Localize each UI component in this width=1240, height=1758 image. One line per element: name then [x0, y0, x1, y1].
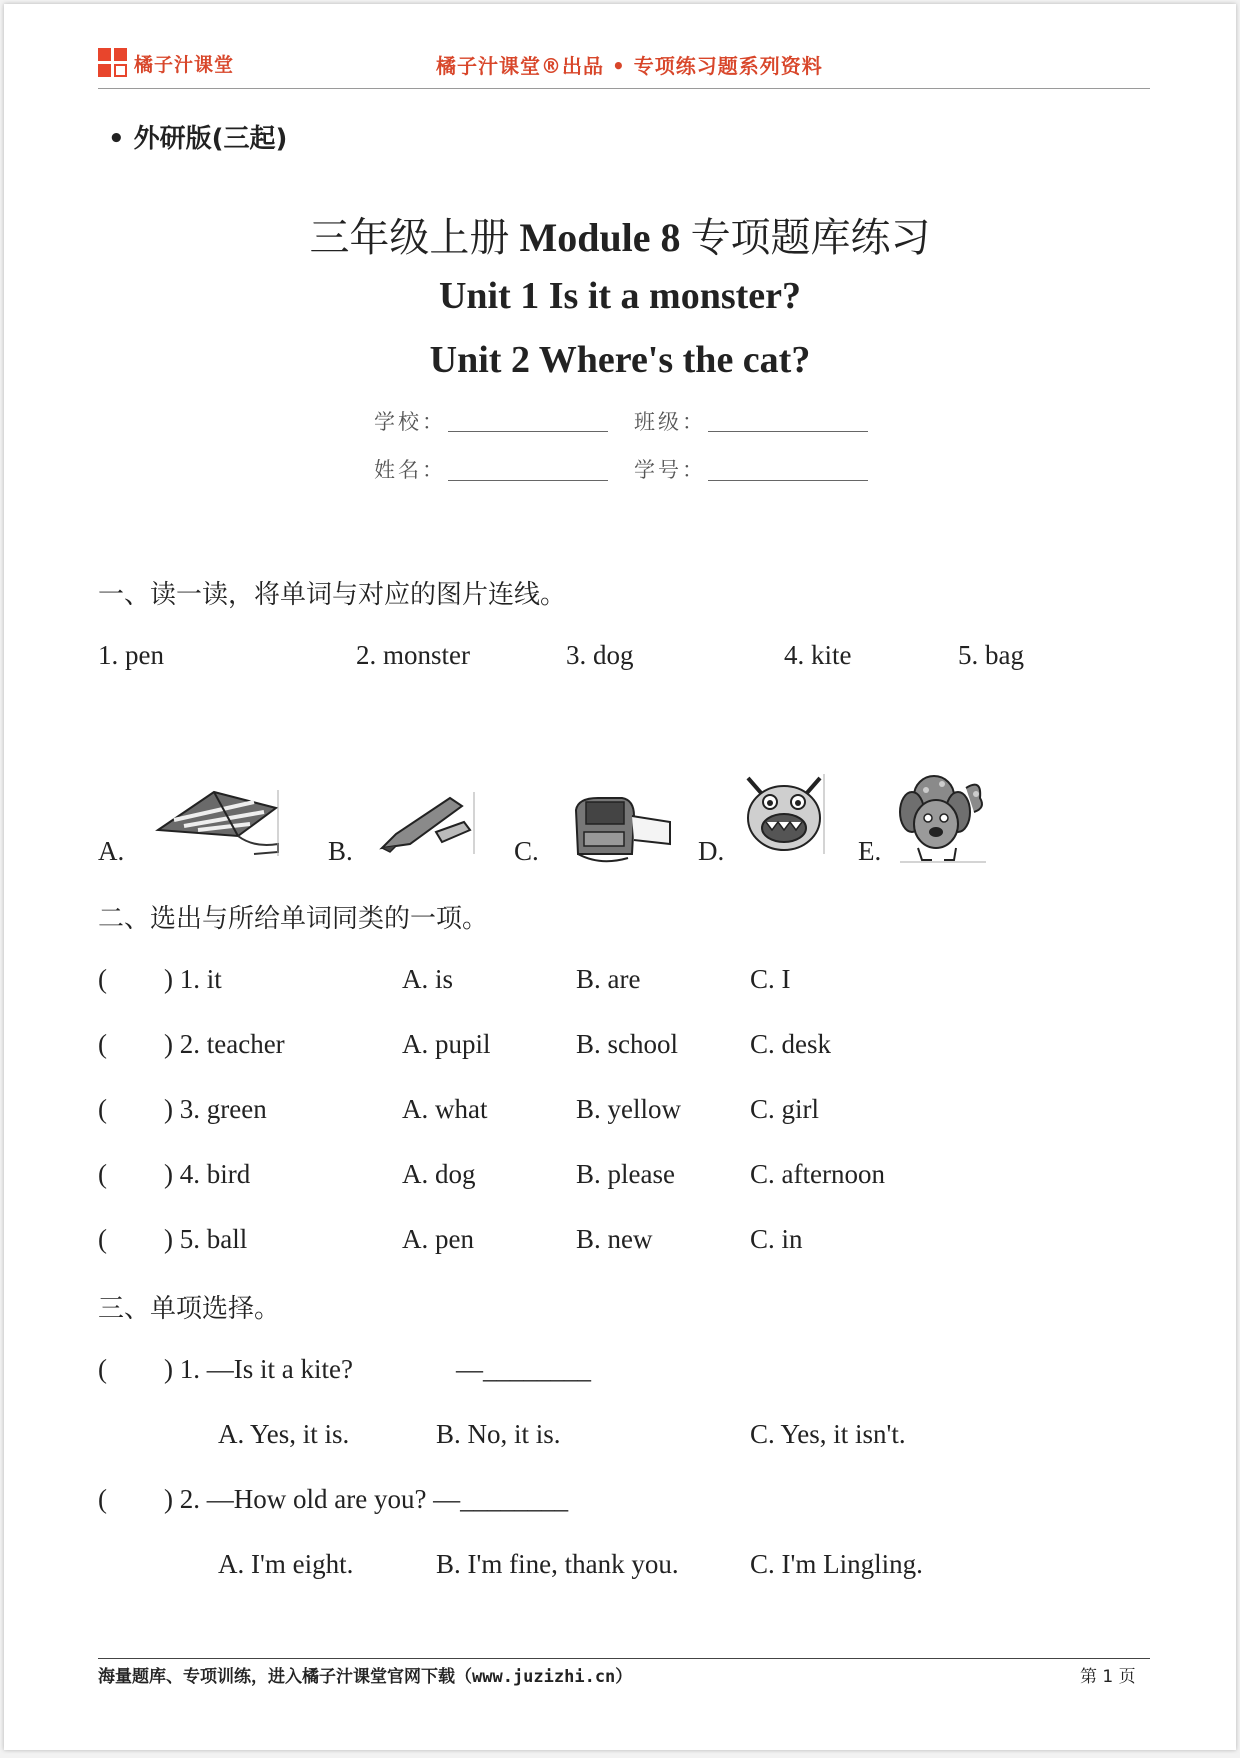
answer-paren[interactable]: (: [98, 1484, 107, 1514]
answer-paren[interactable]: (: [98, 1159, 107, 1189]
unit2-title: Unit 2 Where's the cat?: [429, 339, 811, 381]
option-b: B. No, it is.: [436, 1419, 561, 1449]
brand-name: 橘子汁课堂: [134, 53, 235, 76]
option-c: C. desk: [750, 1029, 831, 1059]
answer-paren[interactable]: (: [98, 1029, 107, 1059]
word-item: 5. bag: [958, 640, 1024, 670]
option-c: C. afternoon: [750, 1159, 885, 1189]
option-b: B. yellow: [576, 1094, 681, 1124]
section1-heading: 一、读一读，将单词与对应的图片连线。: [98, 580, 567, 610]
answer-paren[interactable]: (: [98, 964, 107, 994]
question-text: ) 2. —How old are you? —________: [164, 1484, 569, 1514]
question-text: ) 3. green: [164, 1094, 267, 1124]
option-b: B. are: [576, 964, 641, 994]
kite-picture: [154, 786, 284, 858]
option-b: B. school: [576, 1029, 679, 1059]
question-text: ) 5. ball: [164, 1224, 248, 1254]
footer-text: 海量题库、专项训练，进入橘子汁课堂官网下载（www.juzizhi.cn）: [98, 1667, 633, 1687]
option-a: A. dog: [402, 1159, 476, 1189]
monster-picture: [742, 772, 826, 856]
pen-picture: [376, 788, 476, 858]
option-a: A. is: [402, 964, 454, 994]
answer-blank: —________: [456, 1354, 591, 1384]
page-title: [4, 206, 1236, 263]
title-module: Module 8: [519, 215, 681, 260]
section3-heading: 三、单项选择。: [98, 1294, 281, 1324]
edition-label: • 外研版(三起): [108, 124, 288, 154]
logo-icon: [98, 48, 128, 78]
option-c: C. I'm Lingling.: [750, 1549, 923, 1579]
school-field[interactable]: [448, 431, 608, 432]
picture-label-a: A.: [98, 836, 125, 866]
word-item: 4. kite: [784, 640, 852, 670]
school-label: 学校：: [374, 410, 446, 434]
picture-label-d: D.: [698, 836, 725, 866]
option-c: C. I: [750, 964, 791, 994]
option-c: C. in: [750, 1224, 803, 1254]
title-suffix: 专项题库练习: [690, 215, 931, 260]
option-c: C. Yes, it isn't.: [750, 1419, 906, 1449]
question-text: ) 4. bird: [164, 1159, 251, 1189]
brand: [98, 48, 234, 78]
name-field[interactable]: [448, 480, 608, 481]
question-text: ) 2. teacher: [164, 1029, 285, 1059]
option-b: B. I'm fine, thank you.: [436, 1549, 679, 1579]
option-a: A. Yes, it is.: [218, 1419, 350, 1449]
class-field[interactable]: [708, 431, 868, 432]
word-item: 1. pen: [98, 640, 164, 670]
footer-divider: [98, 1658, 1150, 1659]
answer-paren[interactable]: (: [98, 1354, 107, 1384]
option-b: B. new: [576, 1224, 653, 1254]
option-a: A. I'm eight.: [218, 1549, 354, 1579]
header-title: 橘子汁课堂®出品 • 专项练习题系列资料: [436, 54, 823, 78]
page-number: 第 1 页: [1080, 1667, 1136, 1687]
dog-picture: [896, 768, 988, 864]
option-a: A. what: [402, 1094, 488, 1124]
number-field[interactable]: [708, 480, 868, 481]
question-text: ) 1. —Is it a kite?: [164, 1354, 353, 1384]
bag-picture: [570, 792, 676, 866]
picture-label-e: E.: [858, 836, 882, 866]
word-item: 3. dog: [566, 640, 634, 670]
document-page: [4, 4, 1236, 1750]
option-a: A. pen: [402, 1224, 474, 1254]
word-item: 2. monster: [356, 640, 470, 670]
answer-paren[interactable]: (: [98, 1224, 107, 1254]
picture-label-c: C.: [514, 836, 539, 866]
number-label: 学号：: [634, 458, 706, 482]
header-divider: [98, 88, 1150, 89]
option-a: A. pupil: [402, 1029, 491, 1059]
answer-paren[interactable]: (: [98, 1094, 107, 1124]
unit1-title: Unit 1 Is it a monster?: [438, 275, 802, 317]
section2-heading: 二、选出与所给单词同类的一项。: [98, 904, 489, 934]
option-b: B. please: [576, 1159, 675, 1189]
class-label: 班级：: [634, 410, 706, 434]
question-text: ) 1. it: [164, 964, 222, 994]
picture-label-b: B.: [328, 836, 353, 866]
option-c: C. girl: [750, 1094, 820, 1124]
title-prefix: 三年级上册: [309, 215, 510, 260]
name-label: 姓名：: [374, 458, 446, 482]
